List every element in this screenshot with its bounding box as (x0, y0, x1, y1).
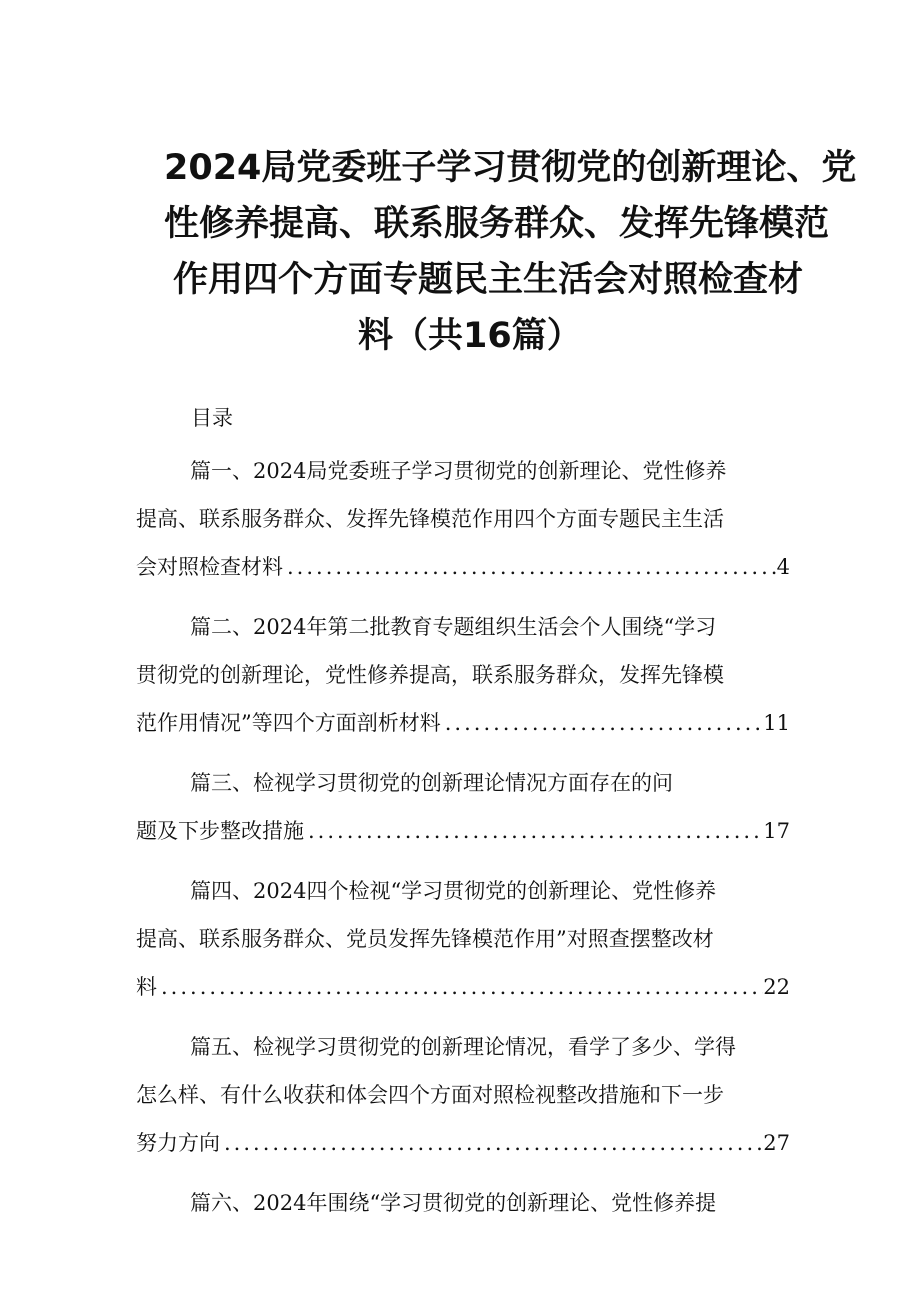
dot-leader (220, 1119, 763, 1167)
toc-entry-line: 努力方向 (136, 1131, 220, 1155)
title-line-1: 2024局党委班子学习贯彻党的创新理论、党 (164, 148, 857, 188)
toc-entry-6[interactable] (136, 1179, 790, 1227)
toc-entry-line: 怎么样、有什么收获和体会四个方面对照检视整改措施和下一步 (136, 1083, 724, 1107)
title-line-3: 作用四个方面专题民主生活会对照检查材 (173, 260, 804, 300)
toc-entry-3[interactable] (136, 759, 790, 855)
toc-entry-line: 篇二、2024年第二批教育专题组织生活会个人围绕“学习 (190, 615, 717, 639)
dot-leader (283, 543, 777, 591)
toc-entry-line: 范作用情况”等四个方面剖析材料 (136, 711, 441, 735)
page-number: 4 (776, 555, 790, 579)
page-number: 27 (763, 1131, 790, 1155)
title-line-4: 料（共16篇） (358, 316, 582, 356)
title-line-2: 性修养提高、联系服务群众、发挥先锋模范 (164, 204, 830, 244)
toc-entry-last-line (136, 699, 790, 747)
table-of-contents (136, 447, 790, 1239)
document-title (0, 140, 920, 364)
toc-entry-2[interactable] (136, 603, 790, 747)
page-number: 22 (763, 975, 790, 999)
toc-entry-line: 篇三、检视学习贯彻党的创新理论情况方面存在的问 (190, 771, 673, 795)
toc-entry-4[interactable] (136, 867, 790, 1011)
toc-entry-5[interactable] (136, 1023, 790, 1167)
toc-entry-last-line (136, 543, 790, 591)
toc-entry-line: 会对照检查材料 (136, 555, 283, 579)
toc-entry-line: 篇一、2024局党委班子学习贯彻党的创新理论、党性修养 (190, 459, 727, 483)
toc-entry-last-line (136, 807, 790, 855)
toc-entry-line: 篇五、检视学习贯彻党的创新理论情况，看学了多少、学得 (190, 1035, 736, 1059)
dot-leader (304, 807, 763, 855)
toc-entry-line: 篇六、2024年围绕“学习贯彻党的创新理论、党性修养提 (190, 1191, 717, 1215)
toc-entry-line: 料 (136, 975, 157, 999)
toc-entry-last-line (136, 963, 790, 1011)
toc-heading: 目录 (191, 406, 233, 430)
toc-entry-line: 提高、联系服务群众、发挥先锋模范作用四个方面专题民主生活 (136, 507, 724, 531)
toc-entry-line: 贯彻党的创新理论，党性修养提高，联系服务群众，发挥先锋模 (136, 663, 724, 687)
dot-leader (157, 963, 763, 1011)
toc-entry-line: 题及下步整改措施 (136, 819, 304, 843)
toc-entry-last-line (136, 1119, 790, 1167)
toc-entry-1[interactable] (136, 447, 790, 591)
page-number: 17 (763, 819, 790, 843)
dot-leader (441, 699, 764, 747)
toc-entry-line: 篇四、2024四个检视“学习贯彻党的创新理论、党性修养 (190, 879, 717, 903)
page-number: 11 (763, 711, 790, 735)
toc-entry-line: 提高、联系服务群众、党员发挥先锋模范作用”对照查摆整改材 (136, 927, 714, 951)
